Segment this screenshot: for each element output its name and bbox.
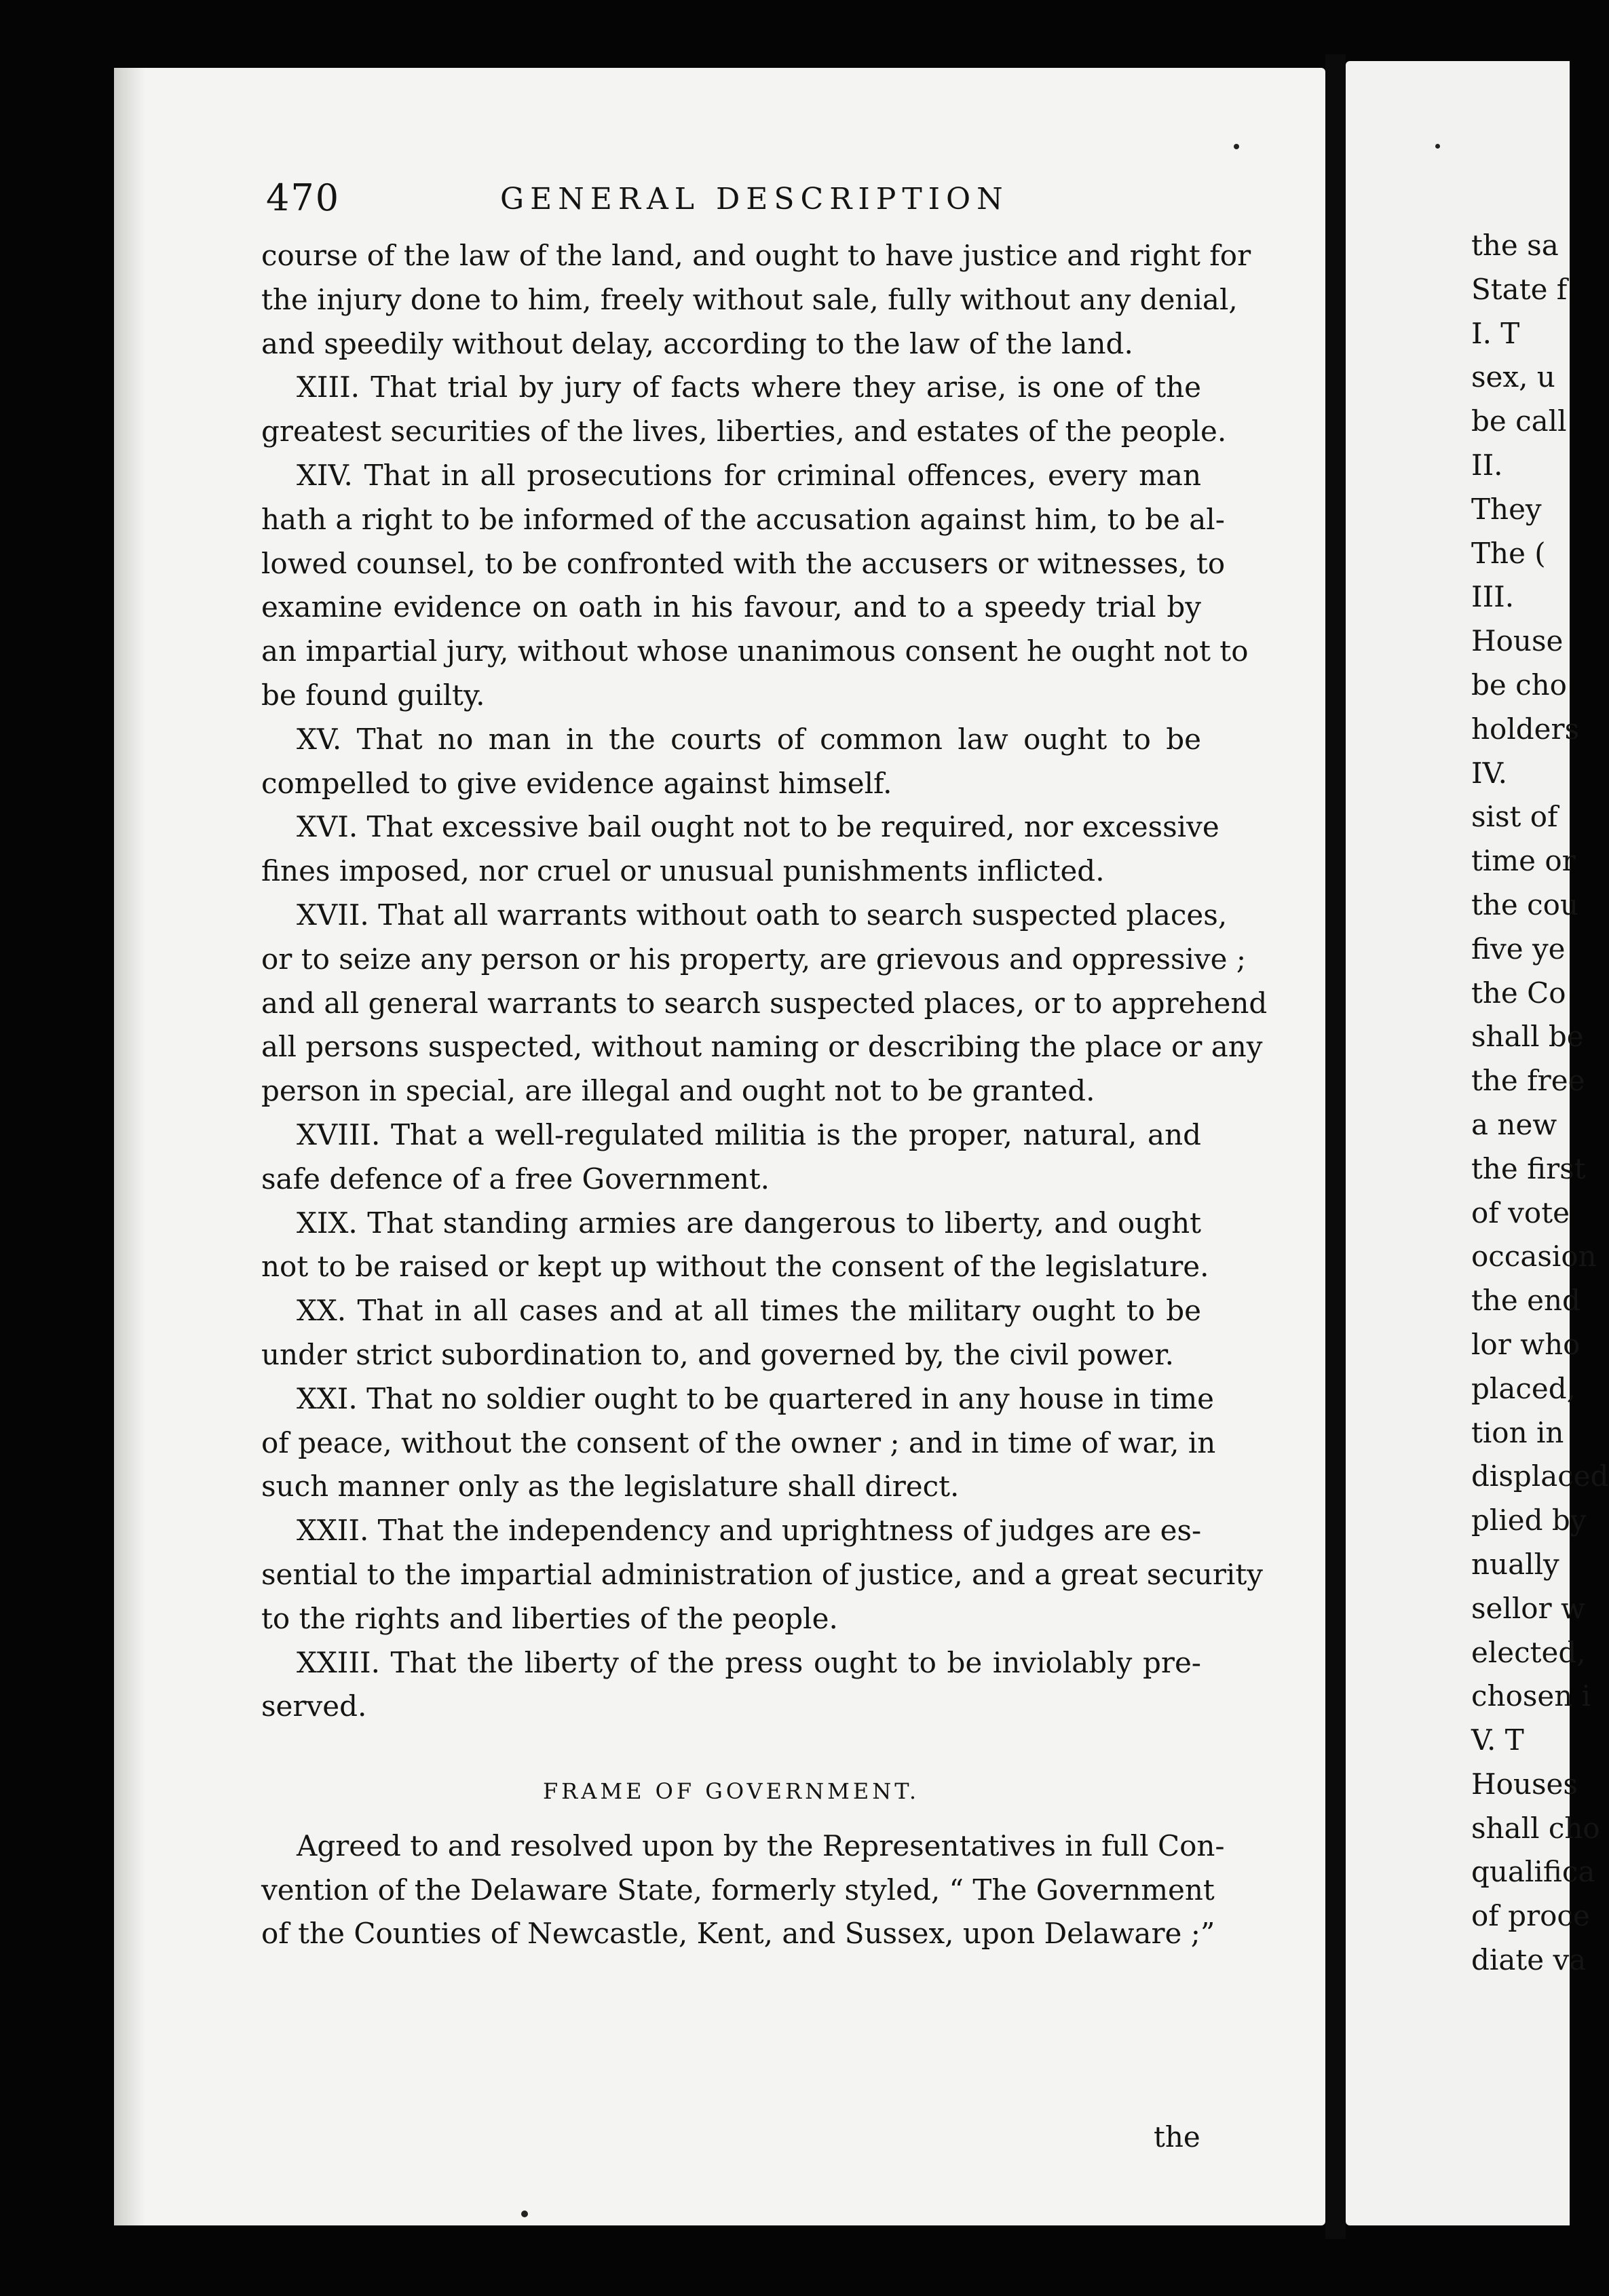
body-text: [261, 234, 1268, 1956]
right-page-line: holders: [1471, 712, 1580, 746]
right-page-line: lor who: [1471, 1327, 1580, 1361]
right-page-line: placed,: [1471, 1371, 1576, 1405]
text-line: XIV. That in all prosecutions for criminal offences, every man: [297, 458, 1201, 492]
text-line: XIII. That trial by jury of facts where they arise, is one of the: [297, 370, 1201, 404]
text-line: course of the law of the land, and ought to have justice and right for: [261, 239, 1251, 272]
right-page-line: V. T: [1471, 1723, 1524, 1757]
text-line: under strict subordination to, and governed by, the civil power.: [261, 1337, 1174, 1371]
page-number: 470: [266, 176, 341, 219]
right-page-line: House: [1471, 624, 1564, 658]
right-page-line: tion in: [1471, 1415, 1564, 1449]
right-page-line: II.: [1471, 448, 1503, 482]
text-line: XV. That no man in the courts of common law ought to be: [297, 722, 1201, 756]
right-page-line: displaced: [1471, 1459, 1609, 1493]
text-line: such manner only as the legislature shall direct.: [261, 1470, 960, 1504]
right-page-line: be cho: [1471, 668, 1567, 702]
text-line: XX. That in all cases and at all times the military ought to be: [297, 1294, 1201, 1328]
right-page-line: the cou: [1471, 887, 1578, 921]
page-header: [266, 176, 1209, 224]
running-head: GENERAL DESCRIPTION: [500, 182, 1009, 216]
right-page-line: occasion: [1471, 1240, 1597, 1274]
right-page-line: nually: [1471, 1547, 1559, 1581]
page-gutter: [1325, 54, 1346, 2239]
catchword: the: [1154, 2120, 1200, 2154]
right-page-line: time or: [1471, 844, 1576, 878]
text-line: be found guilty.: [261, 678, 485, 712]
text-line: fines imposed, nor cruel or unusual punishments inflicted.: [261, 854, 1105, 888]
right-page-line: the sa: [1471, 229, 1559, 262]
text-line: to the rights and liberties of the people.: [261, 1601, 838, 1635]
text-line: XVII. That all warrants without oath to search suspected places,: [297, 898, 1228, 932]
right-page-line: the free: [1471, 1064, 1585, 1098]
ink-speck: [1234, 144, 1239, 149]
right-page-line: a new: [1471, 1107, 1557, 1141]
text-line: compelled to give evidence against himself.: [261, 766, 892, 800]
text-line: not to be raised or kept up without the consent of the legislature.: [261, 1250, 1209, 1284]
text-line: or to seize any person or his property, are grievous and oppressive ;: [261, 942, 1247, 976]
text-line: the injury done to him, freely without sale, fully without any denial,: [261, 282, 1238, 316]
text-line: lowed counsel, to be confronted with the accusers or witnesses, to: [261, 546, 1226, 580]
right-page-line: III.: [1471, 580, 1515, 614]
right-page-line: sellor w: [1471, 1591, 1585, 1625]
text-line: XXII. That the independency and uprightness of judges are es-: [297, 1514, 1202, 1548]
right-page-line: of vote: [1471, 1195, 1570, 1229]
text-line: person in special, are illegal and ought not to be granted.: [261, 1074, 1095, 1108]
text-line: served.: [261, 1689, 367, 1723]
text-line: XXI. That no soldier ought to be quartered in any house in time: [297, 1381, 1215, 1415]
section-title: FRAME OF GOVERNMENT.: [542, 1778, 920, 1805]
ink-speck: [1435, 144, 1440, 149]
text-line: of the Counties of Newcastle, Kent, and Sussex, upon Delaware ;”: [261, 1917, 1215, 1951]
right-page-line: shall cho: [1471, 1811, 1600, 1845]
text-line: greatest securities of the lives, liberties, and estates of the people.: [261, 415, 1227, 448]
text-line: all persons suspected, without naming or describing the place or any: [261, 1030, 1263, 1064]
right-page-line: diate va: [1471, 1943, 1587, 1977]
right-page-line: sex, u: [1471, 360, 1555, 394]
right-page-line: elected,: [1471, 1635, 1586, 1669]
right-page-line: chosen i: [1471, 1679, 1591, 1713]
right-page-line: Houses: [1471, 1767, 1578, 1801]
text-line: an impartial jury, without whose unanimous consent he ought not to: [261, 634, 1249, 668]
text-line: of peace, without the consent of the owner ; and in time of war, in: [261, 1426, 1216, 1459]
text-line: sential to the impartial administration of justice, and a great security: [261, 1557, 1263, 1591]
right-page-line: shall be: [1471, 1020, 1584, 1054]
text-line: XXIII. That the liberty of the press ought to be inviolably pre-: [297, 1645, 1201, 1679]
text-line: XVI. That excessive bail ought not to be required, nor excessive: [297, 810, 1219, 844]
text-line: and speedily without delay, according to the law of the land.: [261, 326, 1133, 360]
right-page-line: They: [1471, 492, 1542, 526]
right-page-line: qualifica: [1471, 1855, 1595, 1889]
text-line: hath a right to be informed of the accusation against him, to be al-: [261, 502, 1225, 536]
right-page-line: the first: [1471, 1151, 1586, 1185]
right-page-line: I. T: [1471, 316, 1520, 350]
ink-speck: [521, 2211, 528, 2217]
text-line: XIX. That standing armies are dangerous to liberty, and ought: [297, 1206, 1201, 1240]
right-page-text: [1471, 224, 1609, 1983]
right-page-line: of proce: [1471, 1899, 1590, 1933]
right-page-line: the end: [1471, 1284, 1580, 1318]
text-line: safe defence of a free Government.: [261, 1162, 770, 1195]
right-page-line: IV.: [1471, 756, 1507, 790]
right-page-line: sist of: [1471, 800, 1558, 834]
text-line: and all general warrants to search suspected places, or to apprehend: [261, 986, 1268, 1020]
right-page-line: State f: [1471, 272, 1568, 306]
text-line: Agreed to and resolved upon by the Representatives in full Con-: [297, 1829, 1225, 1862]
text-line: vention of the Delaware State, formerly styled, “ The Government: [261, 1873, 1215, 1907]
right-page-line: be call: [1471, 404, 1567, 438]
text-line: examine evidence on oath in his favour, and to a speedy trial by: [261, 590, 1201, 624]
text-line: XVIII. That a well-regulated militia is the proper, natural, and: [297, 1117, 1201, 1151]
right-page-line: five ye: [1471, 932, 1566, 965]
right-page-line: the Co: [1471, 976, 1566, 1010]
right-page-line: The (: [1471, 536, 1546, 570]
right-page-line: plied by: [1471, 1504, 1587, 1537]
